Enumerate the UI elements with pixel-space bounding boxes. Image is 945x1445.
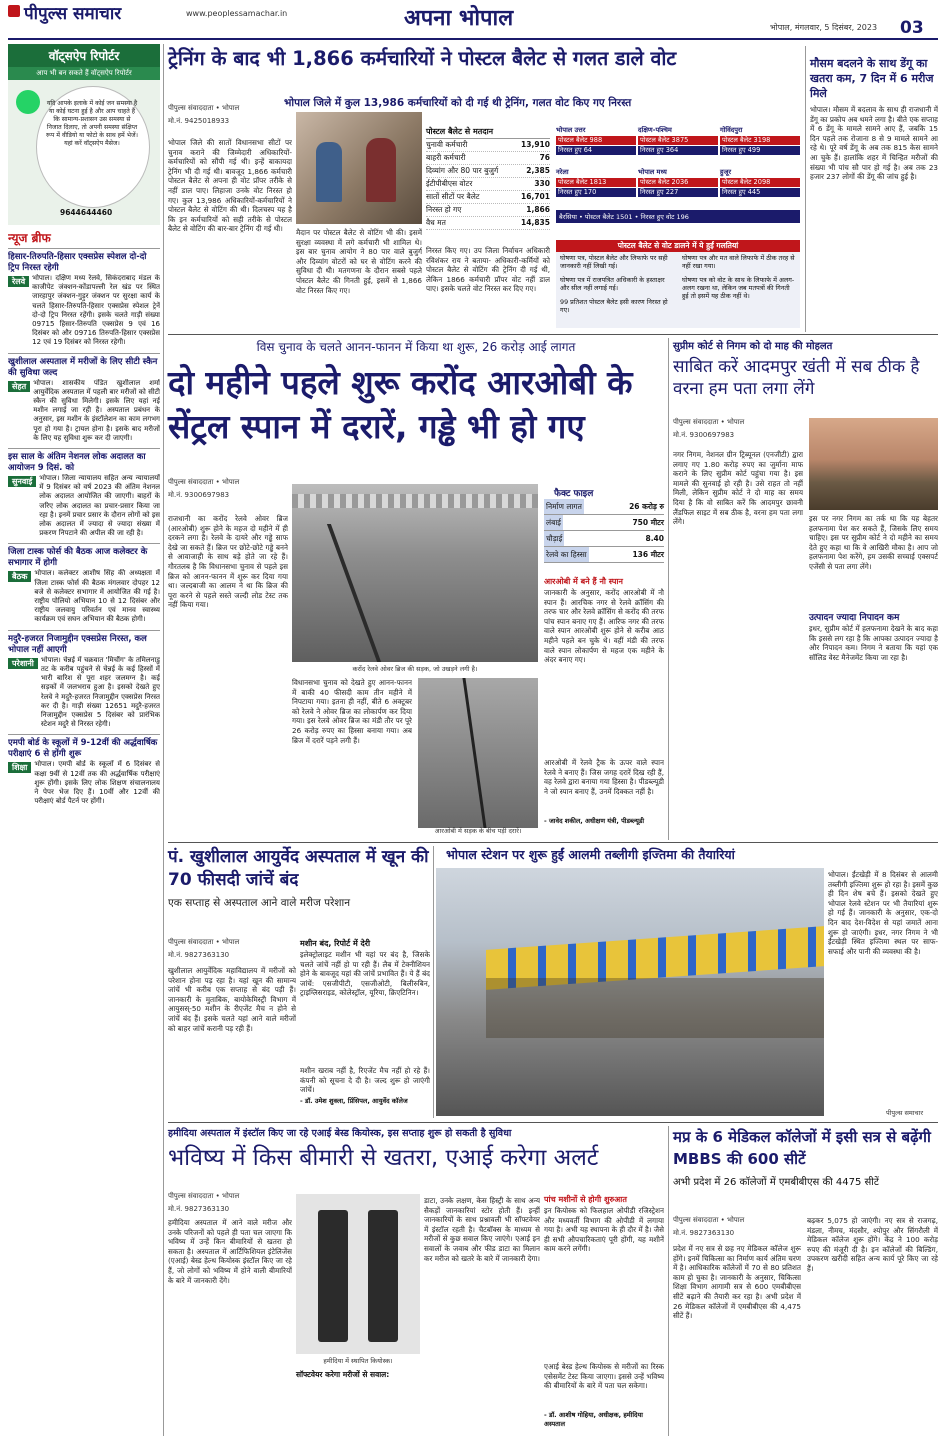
photo-figure xyxy=(316,142,342,202)
mbbs-byline xyxy=(673,1216,744,1238)
photo-credit: पीपुल्स समाचार xyxy=(886,1109,923,1117)
dengue-body: भोपाल। मौसम में बदलाव के साथ ही राजधानी में डेंगू का प्रकोप अब थमने लगा है। बीते एक सप्ताह में 6 डेंगू के मामले सामने आए हैं, जबकि 15 दिन पहले तक रोजाना 8 से 9 मामले सामने आ रहे थे। पूरे वर्ष डेंगू के अब तक 815 केस सामने आ चुके हैं। हालांकि शहर में चिन्हित मरीजों की संख्या भी पांच सौ पार हो गई है। अब तक 23 हजार 237 लोगों की डेंगू की जांच हुई है। xyxy=(810,105,938,182)
seat-cell xyxy=(638,126,718,155)
kiosk-caption: हमीदिया में स्थापित कियोस्क। xyxy=(323,1357,393,1365)
byline: पीपुल्स संवाददाता • भोपाल xyxy=(673,1216,745,1224)
bubble-text: यदि आपके इलाके में कोई जन समस्या है या कोई घटना हुई है और आप चाहते हैं कि सामान्य-प्रशासन उस समस्या से निजात दिलाए, तो अपनी समस्या संक्षिप्त रूप में वीडियो या फोटो के साथ हमें भेजें। यहां करें वॉट्सऐप मैसेज। xyxy=(46,100,138,147)
table-value: 76 xyxy=(539,153,550,162)
page-number: 03 xyxy=(900,18,924,38)
postal-byline xyxy=(168,104,288,126)
section-divider xyxy=(168,1122,938,1123)
rob-byline xyxy=(168,478,239,500)
photo-figure xyxy=(366,138,396,202)
table-value: 2,385 xyxy=(526,166,550,175)
postal-table xyxy=(426,126,550,230)
kiosk-machine xyxy=(368,1210,398,1342)
seat-rejected: निरस्त हुए 170 xyxy=(556,188,636,197)
story-rob xyxy=(168,338,664,840)
hospital-headline: पं. खुशीलाल आयुर्वेद अस्पताल में खून की 70 फीसदी जांचें बंद xyxy=(168,847,429,890)
hospital-body-2: इलेक्ट्रोलाइट मशीन भी यहां पर बंद है, जिसके चलते जांचें नहीं हो पा रही हैं। लैब में टेक्नीशियन होने के बावजूद यहां की जांचें प्रभावित हैं। ये हैं बंद जांचें: एसजीपीटी, एसजीओटी, बिलीरुबिन, ट्राइग्लिसराइड, कोलेस्ट्रॉल, यूरिया, क्रिएटिनिन। xyxy=(300,950,430,998)
berasia-strip: बैरसिया • पोस्टल बैलेट 1501 • निरस्त हुए वोट 196 xyxy=(556,210,800,223)
mbbs-body-2: बढ़कर 5,075 हो जाएंगी। नए सत्र से राजगढ़, मंडला, नीमच, मंदसौर, श्योपुर और सिंगरौली में मेडिकल कॉलेज शुरू होंगे। केंद्र ने 100 करोड़ रुपए की मंजूरी दी है। इन कॉलेजों की बिल्डिंग, उपकरण खरीदी सहित अन्य कार्य पूरे किए जा रहे हैं। xyxy=(807,1216,938,1273)
fact-value: 26 करोड़ रु xyxy=(629,502,664,511)
quote-author: - डॉ. उमेश शुक्ला, प्रिंसिपल, आयुर्वेद कॉलेज xyxy=(300,1097,408,1105)
mistake-item: घोषणा पत्र को वोट के साथ के लिफाफे में अलग-अलग रखना था, लेकिन जब मतपत्रों की गिनती हुई तो इसमें यह ठीक नहीं थे। xyxy=(682,276,795,300)
seat-name: गोविंदपुरा xyxy=(720,126,743,134)
seat-rejected: निरस्त हुए 364 xyxy=(638,146,718,155)
seat-cell xyxy=(638,168,718,197)
ai-body-2: डाटा, उनके लक्षण, केस हिस्ट्री के साथ अन्य सैकड़ों जानकारियां स्टोर होती हैं। इन्हीं जानकारियों के साथ प्रश्नावली भी सॉफ्टवेयर में इंस्टॉल रहती है। चैटबॉक्स के माध्यम से मरीजों से कुछ सवाल किए जाएंगे। एआई इन सवालों के जवाब और फीड डाटा का मिलान कर मरीज को खतरे के बारे में जानकारी देगा। xyxy=(424,1196,540,1263)
ijtima-body: भोपाल। ईंटखेड़ी में 8 दिसंबर से आलमी तब्लीगी इज्तिमा शुरू हो रहा है। इसमें कुछ ही दिन शेष बचे हैं। इसको देखते हुए भोपाल रेलवे स्टेशन पर भी तैयारियां शुरू हो गई हैं। जानकारी के अनुसार, एक-दो दिन बाद देश-विदेश से यहां जमातें आना शुरू हो जाएंगी। इधर, नगर निगम ने भी ईंटखेड़ी स्थित इज्तिमा स्थल पर साफ-सफाई और पानी की व्यवस्था की है। xyxy=(828,870,938,956)
divider xyxy=(668,338,669,840)
brand-logo xyxy=(8,3,183,25)
court-headline: साबित करें आदमपुर खंती में सब ठीक है वरना हम पता लगा लेंगे xyxy=(673,357,920,399)
hospital-quote xyxy=(300,1066,430,1105)
seat-cell xyxy=(720,168,800,197)
seat-postal: पोस्टल बैलेट 2036 xyxy=(638,178,718,187)
hospital-byline xyxy=(168,938,239,960)
fact-value: 136 मीटर xyxy=(632,550,664,559)
story-court xyxy=(673,338,938,840)
table-label: चुनावी कर्मचारी xyxy=(426,140,468,149)
masthead xyxy=(0,0,945,40)
rob-crack-photo xyxy=(418,678,538,828)
section-divider xyxy=(168,334,938,335)
quote-text: एआई बेस्ड हेल्थ कियोस्क से मरीजों का रिस्क एसेसमेंट टेस्ट किया जाएगा। इससे उन्हें भविष्य की बीमारियों के बारे में पता चल सकेगा। xyxy=(544,1362,664,1391)
divider xyxy=(805,46,806,332)
seat-grid xyxy=(556,126,800,236)
seat-cell xyxy=(556,126,636,155)
table-row xyxy=(426,217,550,230)
seat-name: नरेला xyxy=(556,168,569,176)
table-label: ईटीपीबीएस वोटर xyxy=(426,179,473,188)
hospital-body-1: खुशीलाल आयुर्वेदिक महाविद्यालय में मरीजों को परेशान होना पड़ रहा है। यहां खून की सामान्य जांचें भी करीब एक सप्ताह से बंद पड़ी हैं। जानकारी के मुताबिक, बायोकेमिस्ट्री विभाग में आयुसस्-50 मशीन के रीएजेंट मैच न होने से जांचें बंद हैं। इसके चलते यहां आने वाले मरीजों को बाहर जांचें करानी पड़ रही हैं। xyxy=(168,966,296,1033)
seat-postal: पोस्टल बैलेट 3875 xyxy=(638,136,718,145)
fact-label: चौड़ाई xyxy=(544,531,564,546)
story-ai xyxy=(168,1126,664,1436)
brand-mark-icon xyxy=(8,5,20,17)
story-ijtima xyxy=(436,846,938,1118)
reporter-mobile: मो.नं. 9300697983 xyxy=(168,491,230,499)
reporter-mobile: मो.नं. 9425018933 xyxy=(168,117,230,125)
website: www.peoplessamachar.in xyxy=(186,9,288,18)
fact-row xyxy=(544,547,664,563)
seat-name: भोपाल मध्य xyxy=(638,168,667,176)
court-body-2: इस पर नगर निगम का तर्क था कि यह बेहतर हलफनामा पेश कर सकते हैं, जिसके लिए समय चाहिए। इस पर सुप्रीम कोर्ट ने दो महीने का समय देते हुए कहा था कि वे आखिरी मौका है। आप जो हलफनामा पेश करेंगे, हम उसकी सच्चाई एक्सपर्ट एजेंसी से पता लगा लेंगे। xyxy=(809,514,938,571)
seat-name: दक्षिण-पश्चिम xyxy=(638,126,672,134)
hospital-kicker: एक सप्ताह से अस्पताल आने वाले मरीज परेशान xyxy=(168,897,351,909)
court-body-3: इधर, सुप्रीम कोर्ट में हलफनामा देखने के बाद कहा कि इससे लग रहा है कि आपका उत्पादन ज्यादा है और निपादन कम। निगम ने बताया कि यहां एक सॉलिड वेस्ट मैनेजमेंट किया जा रहा है। xyxy=(809,624,938,662)
brief-body: भोपाल। दक्षिण मध्य रेलवे, सिकंदराबाद मंडल के काजीपेट जंक्शन-कोंडापल्ली रेल खंड पर स्थित जारहापुर जंक्शन-गुड़ुर जंक्शन पर सुरक्षा कार्य के चलते हिसार-तिरुपति-हिसार एक्सप्रेस स्पेशल ट्रेनें दो-दो ट्रिप निरस्त रहेंगी। इसके चलते गाड़ी संख्या 09715 हिसार-तिरुपति एक्सप्रेस 9 एवं 16 दिसंबर को और 09716 तिरुपति-हिसार एक्सप्रेस 12 एवं 19 दिसंबर को निरस्त रहेगी। xyxy=(32,274,160,347)
seat-name: हुजूर xyxy=(720,168,732,176)
mbbs-headline: मप्र के 6 मेडिकल कॉलेजों में इसी सत्र से बढ़ेंगी MBBS की 600 सीटें xyxy=(673,1128,931,1168)
postal-kicker: भोपाल जिले में कुल 13,986 कर्मचारियों को दी गई थी ट्रेनिंग, गलत वोट किए गए निरस्त xyxy=(284,97,632,109)
story-dengue xyxy=(810,56,938,332)
sidebar-divider xyxy=(163,44,164,1436)
mistake-item: 99 प्रतिशत पोस्टल बैलेट इसी कारण निरस्त हो गए। xyxy=(560,298,668,314)
brief-body: भोपाल। जिला न्यायालय सहित अन्य न्यायालयों में 9 दिसंबर को वर्ष 2023 की अंतिम नेशनल लोक अदालत आयोजित की जाएगी। बाहरों के जरिए लोक अदालत का प्रचार-प्रसार किया जा रहा है। इनमें प्रचार प्रसार के दौरान लोगों को इस लोक अदालत में ज्यादा से ज्यादा संख्या में प्रकरण निपटाने की अपील की जा रही है। xyxy=(39,474,160,538)
rob-quote xyxy=(544,758,664,836)
fact-label: निर्माण लागत xyxy=(544,499,584,514)
quote-author: - डॉ. आशीष गोहिया, अधीक्षक, हमीदिया अस्पताल xyxy=(544,1411,643,1428)
story-hospital xyxy=(168,846,430,1118)
fact-row xyxy=(544,499,664,515)
brief-tag: शिक्षा xyxy=(8,762,31,773)
table-row xyxy=(426,204,550,217)
news-brief xyxy=(8,630,160,730)
fact-label: रेलवे का हिस्सा xyxy=(544,547,589,562)
rob-caption-1: करोंद रेलवे ओवर ब्रिज की सड़क, जो उखड़ने लगी है। xyxy=(352,665,478,673)
brief-headline: एमपी बोर्ड के स्कूलों में 9-12वीं की अर्द्धवार्षिक परीक्षाएं 6 से होंगी शुरू xyxy=(8,738,158,760)
ai-side-title: पांच मशीनों से होगी शुरुआत xyxy=(544,1195,627,1204)
seat-cell xyxy=(556,168,636,197)
table-value: 1,866 xyxy=(526,205,550,214)
byline: पीपुल्स संवाददाता • भोपाल xyxy=(168,478,240,486)
news-brief xyxy=(8,248,160,348)
brief-headline: जिला टास्क फोर्स की बैठक आज कलेक्टर के सभागार में होगी xyxy=(8,547,148,569)
mbbs-body-1: प्रदेश में नए सत्र से छह नए मेडिकल कॉलेज शुरू होंगे। इनमें चिकित्सा का निर्माण कार्य अंतिम चरण में है। आधिकारिक कॉलेजों में 70 से 80 प्रतिशत काम हो चुका है। जानकारी के अनुसार, चिकित्सा शिक्षा विभाग आगामी सत्र से 600 एमबीबीएस सीटें बढ़ाने की तैयारी कर रहा है। अभी प्रदेश में 26 मेडिकल कॉलेजों में एमबीबीएस की 4,475 सीटें हैं। xyxy=(673,1244,801,1321)
divider xyxy=(433,846,434,1118)
news-brief xyxy=(8,734,160,806)
fact-row xyxy=(544,531,664,547)
rob-body-1: राजधानी का करोंद रेलवे ओवर ब्रिज (आरओबी) शुरू होने के महज दो महीने में ही दरकने लगा है। रेलवे के दायरे और गड्ढे साफ देखे जा सकते हैं। ब्रिज पर छोटे-छोटे गड्ढे बनने से आवाजाही के साथ बड़े होते जा रहे हैं। गौरतलब है कि विधानसभा चुनाव से पहले इस ब्रिज को आनन-फानन में शुरू कर दिया गया था। जल्दबाजी का आलम ने था कि ब्रिज की पूरा करने से पहले सस्ते जल्दी लोड टेस्ट तक नहीं किया गया। xyxy=(168,514,288,610)
ai-kicker: हमीदिया अस्पताल में इंस्टॉल किए जा रहे एआई बेस्ड कियोस्क, इस सप्ताह शुरू हो सकती है सुविधा xyxy=(168,1128,512,1139)
brief-tag: बैठक xyxy=(8,571,31,582)
news-brief-title: न्यूज ब्रीफ xyxy=(8,231,51,245)
table-value: 13,910 xyxy=(521,140,550,149)
byline: पीपुल्स संवाददाता • भोपाल xyxy=(168,938,240,946)
postal-body-3: निरस्त किए गए। उप जिला निर्वाचन अधिकारी रविशंकर राय ने बताया- अधिकारी-कर्मियों को पोस्टल बैलेट से वोटिंग की ट्रेनिंग दी गई थी, लेकिन 1866 कर्मचारी प्रॉपर वोट नहीं डाल पाए। इसके चलते वोट निरस्त कर दिए गए। xyxy=(426,246,550,294)
brief-tag: सुनवाई xyxy=(8,476,36,487)
table-label: वैध मत xyxy=(426,218,446,227)
postal-body-1: भोपाल जिले की सातों विधानसभा सीटों पर चुनाव कराने की जिम्मेदारी अधिकारियों-कर्मचारियों को सौंपी गई थी। इन्हें बाकायदा ट्रेनिंग भी दी गई थी। बावजूद 1,866 कर्मचारी पोस्टल बैलेट से अपना ही वोट प्रॉपर तरीके से नहीं डाल पाए। लिहाजा उनके वोट निरस्त हो गए। कुल 13,986 अधिकारियों-कर्मचारियों ने पोस्टल बैलेट से वोटिंग की थी। दिलचस्प यह है कि इन कर्मचारियों को सही तरीके से पोस्टल बैलेट से वोटिंग की बार-बार ट्रेनिंग दी गई थी। xyxy=(168,138,292,234)
reporter-mobile: मो.नं. 9300697983 xyxy=(673,431,735,439)
ai-headline: भविष्य में किस बीमारी से खतरा, एआई करेगा अलर्ट xyxy=(168,1145,599,1171)
brief-body: भोपाल। एमपी बोर्ड के स्कूलों में 6 दिसंबर से कक्षा 9वीं से 12वीं तक की अर्द्धवार्षिक परीक्षाएं शुरू होंगी। इसके लिए लोक शिक्षण संचालनालय ने पेपर भेज दिए हैं। 10वीं और 12वीं की परीक्षाएं बोर्ड पैटर्न पर होंगी। xyxy=(34,760,160,806)
mistakes-box xyxy=(556,240,800,328)
reporter-mobile: मो.नं. 9827363130 xyxy=(673,1229,735,1237)
sidebar xyxy=(8,44,160,1436)
postal-table-title: पोस्टल बैलेट से मतदान xyxy=(426,126,550,139)
fact-value: 750 मीटर xyxy=(632,518,664,527)
court-byline xyxy=(673,418,744,440)
fact-file-title: फैक्ट फाइल xyxy=(554,489,594,499)
whatsapp-subtitle: आप भी बन सकते हैं वॉट्सऐप रिपोर्टर xyxy=(8,67,160,80)
table-label: बाहरी कर्मचारी xyxy=(426,153,466,162)
divider xyxy=(668,1126,669,1436)
table-value: 14,835 xyxy=(521,218,550,227)
table-value: 16,701 xyxy=(521,192,550,201)
whatsapp-phone: 9644644460 xyxy=(60,208,113,217)
seat-rejected: निरस्त हुए 227 xyxy=(638,188,718,197)
ai-quote xyxy=(544,1362,664,1428)
brand-name: पीपुल्स समाचार xyxy=(24,4,122,24)
story-postal-ballot xyxy=(168,46,800,332)
rob-body-2: विधानसभा चुनाव को देखते हुए आनन-फानन में बाकी 40 फीसदी काम तीन महीने में निपटाया गया। इतना ही नहीं, बीते 6 अक्टूबर को रेलवे ने ओवर ब्रिज का लोकार्पण कर दिया गया। इस रेलवे ओवर ब्रिज का मंडी तौर पर पूरे 26 करोड़ रुपए का हिस्सा बनाया गया। अब ब्रिज में दरारें पड़ने लगी हैं। xyxy=(292,678,412,745)
seat-rejected: निरस्त हुए 499 xyxy=(720,146,800,155)
dateline: भोपाल, मंगलवार, 5 दिसंबर, 2023 xyxy=(770,23,878,32)
byline: पीपुल्स संवाददाता • भोपाल xyxy=(673,418,745,426)
table-row xyxy=(426,152,550,165)
court-body-1: नगर निगम, नेशनल ग्रीन ट्रिब्यूनल (एनजीटी) द्वारा लगाए गए 1.80 करोड़ रुपए का जुर्माना माफ कराने के लिए सुप्रीम कोर्ट पहुंचा गया है। इस मामले की सुनवाई हो रही है। उसे राहत तो नहीं मिली, लेकिन सुप्रीम कोर्ट ने दो माह का समय दिया है कि वो साबित करें कि आदमपुर छावनी लैंडफिल साइट में सब ठीक है, वरना हम पता लगा लेंगे। xyxy=(673,450,803,527)
postal-body-2: मैदान पर पोस्टल बैलेट से वोटिंग भी की। इसमें सुरक्षा व्यवस्था में लगे कर्मचारी भी शामिल थे। इस बार चुनाव आयोग ने 80 पार वाले बुजुर्ग और दिव्यांग वोटरों को घर से वोटिंग करने की सुविधा दी थी। मतगणना के दौरान सबसे पहले पोस्टल बैलेट की गिनती हुई, इसमें से 1,866 वोट निरस्त किए गए। xyxy=(296,228,422,295)
brief-body: भोपाल। कलेक्टर आशीष सिंह की अध्यक्षता में जिला टास्क फोर्स की बैठक मंगलवार दोपहर 12 बजे से कलेक्टर सभागार में आयोजित की गई है। राष्ट्रीय पोलियो अभियान 10 से 12 दिसंबर और राष्ट्रीय जलवायु परिवर्तन एवं मानव स्वास्थ्य कार्यक्रम एवं सघन अभियान की बैठक होगी। xyxy=(34,569,160,624)
seat-postal: पोस्टल बैलेट 3198 xyxy=(720,136,800,145)
brief-headline: हिसार-तिरुपति-हिसार एक्सप्रेस स्पेशल दो-दो ट्रिप निरस्त रहेगी xyxy=(8,252,147,273)
quote-text: आरओबी में रेलवे ट्रैक के ऊपर वाले स्पान रेलवे ने बनाए हैं। जिस जगह दरारें दिख रही हैं, वह रेलवे द्वारा बनाया गया हिस्सा है। पीडब्ल्यूडी ने जो स्पान बनाए हैं, उनमें दिक्कत नहीं है। xyxy=(544,758,664,796)
ai-subhead: सॉफ्टवेयर करेगा मरीजों से सवाल: xyxy=(296,1370,390,1379)
mbbs-kicker: अभी प्रदेश में 26 कॉलेजों में एमबीबीएस की 4475 सीटें xyxy=(673,1177,879,1188)
brief-tag: परेशानी xyxy=(8,658,38,669)
quote-author: - जावेद शकील, अधीक्षण यंत्री, पीडब्ल्यूडी xyxy=(544,817,645,825)
whatsapp-icon xyxy=(16,90,40,114)
table-value: 330 xyxy=(534,179,550,188)
table-row xyxy=(426,191,550,204)
hospital-subhead: मशीन बंद, रिपोर्ट में देरी xyxy=(300,939,371,948)
byline: पीपुल्स संवाददाता • भोपाल xyxy=(168,104,240,112)
table-label: सातों सीटों पर बैलेट xyxy=(426,192,480,201)
mistake-item: घोषणा पत्र, पोस्टल बैलेट और लिफाफे पर सही जानकारी नहीं लिखी गई। xyxy=(560,254,668,270)
kiosk-photo xyxy=(296,1194,420,1354)
news-brief xyxy=(8,543,160,624)
seat-rejected: निरस्त हुए 445 xyxy=(720,188,800,197)
bridge-crack xyxy=(327,524,381,662)
brief-headline: इस साल के अंतिम नेशनल लोक अदालत का आयोजन 9 दिसं. को xyxy=(8,452,146,474)
tent-shade xyxy=(486,978,824,1038)
seat-postal: पोस्टल बैलेट 1813 xyxy=(556,178,636,187)
quote-text: मशीन खराब नहीं है, रिएजेंट मैच नहीं हो रहे हैं। कंपनी को सूचना दे दी है। जल्द शुरू हो जाएंगी जांचें। xyxy=(300,1066,430,1095)
whatsapp-box xyxy=(8,80,160,225)
table-row xyxy=(426,165,550,178)
news-brief xyxy=(8,448,160,538)
postal-headline: ट्रेनिंग के बाद भी 1,866 कर्मचारियों ने पोस्टल बैलेट से गलत डाले वोट xyxy=(168,47,677,70)
ai-body-1: हमीदिया अस्पताल में आने वाले मरीज और उनके परिजनों को पहले ही पता चल जाएगा कि भविष्य में उन्हें किन बीमारियों से खतरा हो सकता है। अस्पताल में आर्टिफिशियल इंटेलिजेंस (एआई) बेस्ड हेल्थ कियोस्क इंस्टॉल किए जा रहे हैं, जो लोगों को भविष्य में होने वाली बीमारियों के बारे में जानकारी देंगे। xyxy=(168,1218,292,1285)
brief-tag: रेलवे xyxy=(8,276,29,287)
whatsapp-title: वॉट्सऐप रिपोर्टर xyxy=(8,44,160,67)
brief-headline: मदुरै-हजरत निजामुद्दीन एक्सप्रेस निरस्त, कल भोपाल नहीं आएगी xyxy=(8,633,147,655)
rob-caption-2: आरओबी में सड़क के बीच पड़ी दरारें। xyxy=(434,827,522,835)
table-label: निरस्त हो गए xyxy=(426,205,462,214)
reporter-mobile: मो.नं. 9827363130 xyxy=(168,951,230,959)
rob-bridge-photo xyxy=(292,484,538,662)
reporter-mobile: मो.नं. 9827363130 xyxy=(168,1205,230,1213)
bridge-railing xyxy=(292,494,538,508)
fact-label: लंबाई xyxy=(544,515,563,530)
seat-name: भोपाल उत्तर xyxy=(556,126,586,134)
masthead-divider xyxy=(8,38,938,40)
byline: पीपुल्स संवाददाता • भोपाल xyxy=(168,1192,240,1200)
landfill-photo xyxy=(809,418,938,510)
brief-headline: खुशीलाल अस्पताल में मरीजों के लिए सीटी स्कैन की सुविधा जल्द xyxy=(8,356,158,378)
dengue-headline: मौसम बदलने के साथ डेंगू का खतरा कम, 7 दिन में 6 मरीज मिले xyxy=(810,57,934,100)
seat-postal: पोस्टल बैलेट 988 xyxy=(556,136,636,145)
seat-cell xyxy=(720,126,800,155)
ai-side-body: इन कियोस्क को फिलहाल ओपीडी रजिस्ट्रेशन और मध्यवर्ती विभाग की ओपीडी में लगाया गया है। अभी यह स्थापना के ही दौर में है। जैसे ही सभी औपचारिकताएं पूरी होंगी, यह मशीनें काम करने लगेंगी। xyxy=(544,1206,664,1254)
court-subhead: उत्पादन ज्यादा निपादन कम xyxy=(809,613,900,623)
seat-postal: पोस्टल बैलेट 2098 xyxy=(720,178,800,187)
mistake-item: घोषणा पत्र में राजपत्रित अधिकारी के हस्ताक्षर और सील नहीं लगाई गई। xyxy=(560,276,665,292)
fact-value: 8.40 xyxy=(645,534,664,543)
rob-headline: दो महीने पहले शुरू करोंद आरओबी के सेंट्रल स्पान में दरारें, गड्ढे भी हो गए xyxy=(168,363,633,446)
brief-body: भोपाल। चेन्नई में चक्रवात 'मिचौंग' के तमिलनाडु तट के करीब पहुंचने से चेन्नई के कई हिस्सों में भारी बारिश से पूरा शहर जलमग्न है। कई सड़कों में जलभराव हुआ है। इसको देखते हुए रेलवे ने मदुरै-हजरत निजामुद्दीन एक्सप्रेस निरस्त कर दी है। गाड़ी संख्या 12651 मदुरै-हजरत निजामुद्दीन एक्सप्रेस 5 दिसंबर को प्रारंभिक स्टेशन मदुरै से निरस्त रहेगी। xyxy=(40,655,160,729)
brief-body: भोपाल। शासकीय पंडित खुशीलाल शर्मा आयुर्वेदिक अस्पताल में पहली बार मरीजों को सीटी स्कैन की सुविधा मिलेगी। इसके लिए यहां नई मशीन लगाई जा रही है। अस्पताल प्रबंधन के अनुसार, इस मशीन के इंस्टॉलेशन का काम लगभग पूरा हो गया है। ट्रायल होना है। इसके बाद मरीजों के लिए यह सुविधा शुरू कर दी जाएगी। xyxy=(33,378,160,442)
mistakes-title: पोस्टल बैलेट से वोट डालने में ये हुईं गलतियां xyxy=(556,240,800,252)
news-brief xyxy=(8,353,160,443)
seat-rejected: निरस्त हुए 64 xyxy=(556,146,636,155)
table-label: दिव्यांग और 80 पार बुजुर्ग xyxy=(426,166,499,175)
ijtima-headline: भोपाल स्टेशन पर शुरू हुईं आलमी तब्लीगी इज्तिमा की तैयारियां xyxy=(446,847,735,862)
fact-row xyxy=(544,515,664,531)
kiosk-machine xyxy=(318,1210,348,1342)
ijtima-photo xyxy=(436,868,824,1116)
polling-photo xyxy=(296,112,422,224)
story-mbbs xyxy=(673,1126,938,1436)
ai-byline xyxy=(168,1192,239,1214)
court-kicker: सुप्रीम कोर्ट से निगम को दो माह की मोहलत xyxy=(673,341,833,352)
mistake-item: घोषणा पत्र और मत वाले लिफाफे में ठीक तरह से नहीं रखा गया। xyxy=(682,254,795,270)
rob-kicker: विस चुनाव के चलते आनन-फानन में किया था शुरू, 26 करोड़ आई लागत xyxy=(256,340,576,354)
table-row xyxy=(426,178,550,191)
rob-side-body: जानकारी के अनुसार, करोंद आरओबी में नौ स्पान हैं। आरचिक नगर से रेलवे क्रॉसिंग की तरफ चार और रेलवे क्रॉसिंग से करोंद की तरफ पांच स्पान बनाए गए हैं। आरिफ नगर की तरफ वाले स्पान आरओबी शुरू होने से करीब आठ महीने पहले बन चुके थे। वहीं मंडी की तरफ वाले स्पान लोकार्पण से महज एक महीने के अंदर बनाए गए। xyxy=(544,588,664,665)
table-row xyxy=(426,139,550,152)
fact-file xyxy=(544,486,664,563)
section-divider xyxy=(168,842,938,843)
brief-tag: सेहत xyxy=(8,381,30,392)
rob-side-title: आरओबी में बने हैं नौ स्पान xyxy=(544,577,623,586)
road-crack xyxy=(462,678,486,828)
section-title: अपना भोपाल xyxy=(404,5,514,31)
